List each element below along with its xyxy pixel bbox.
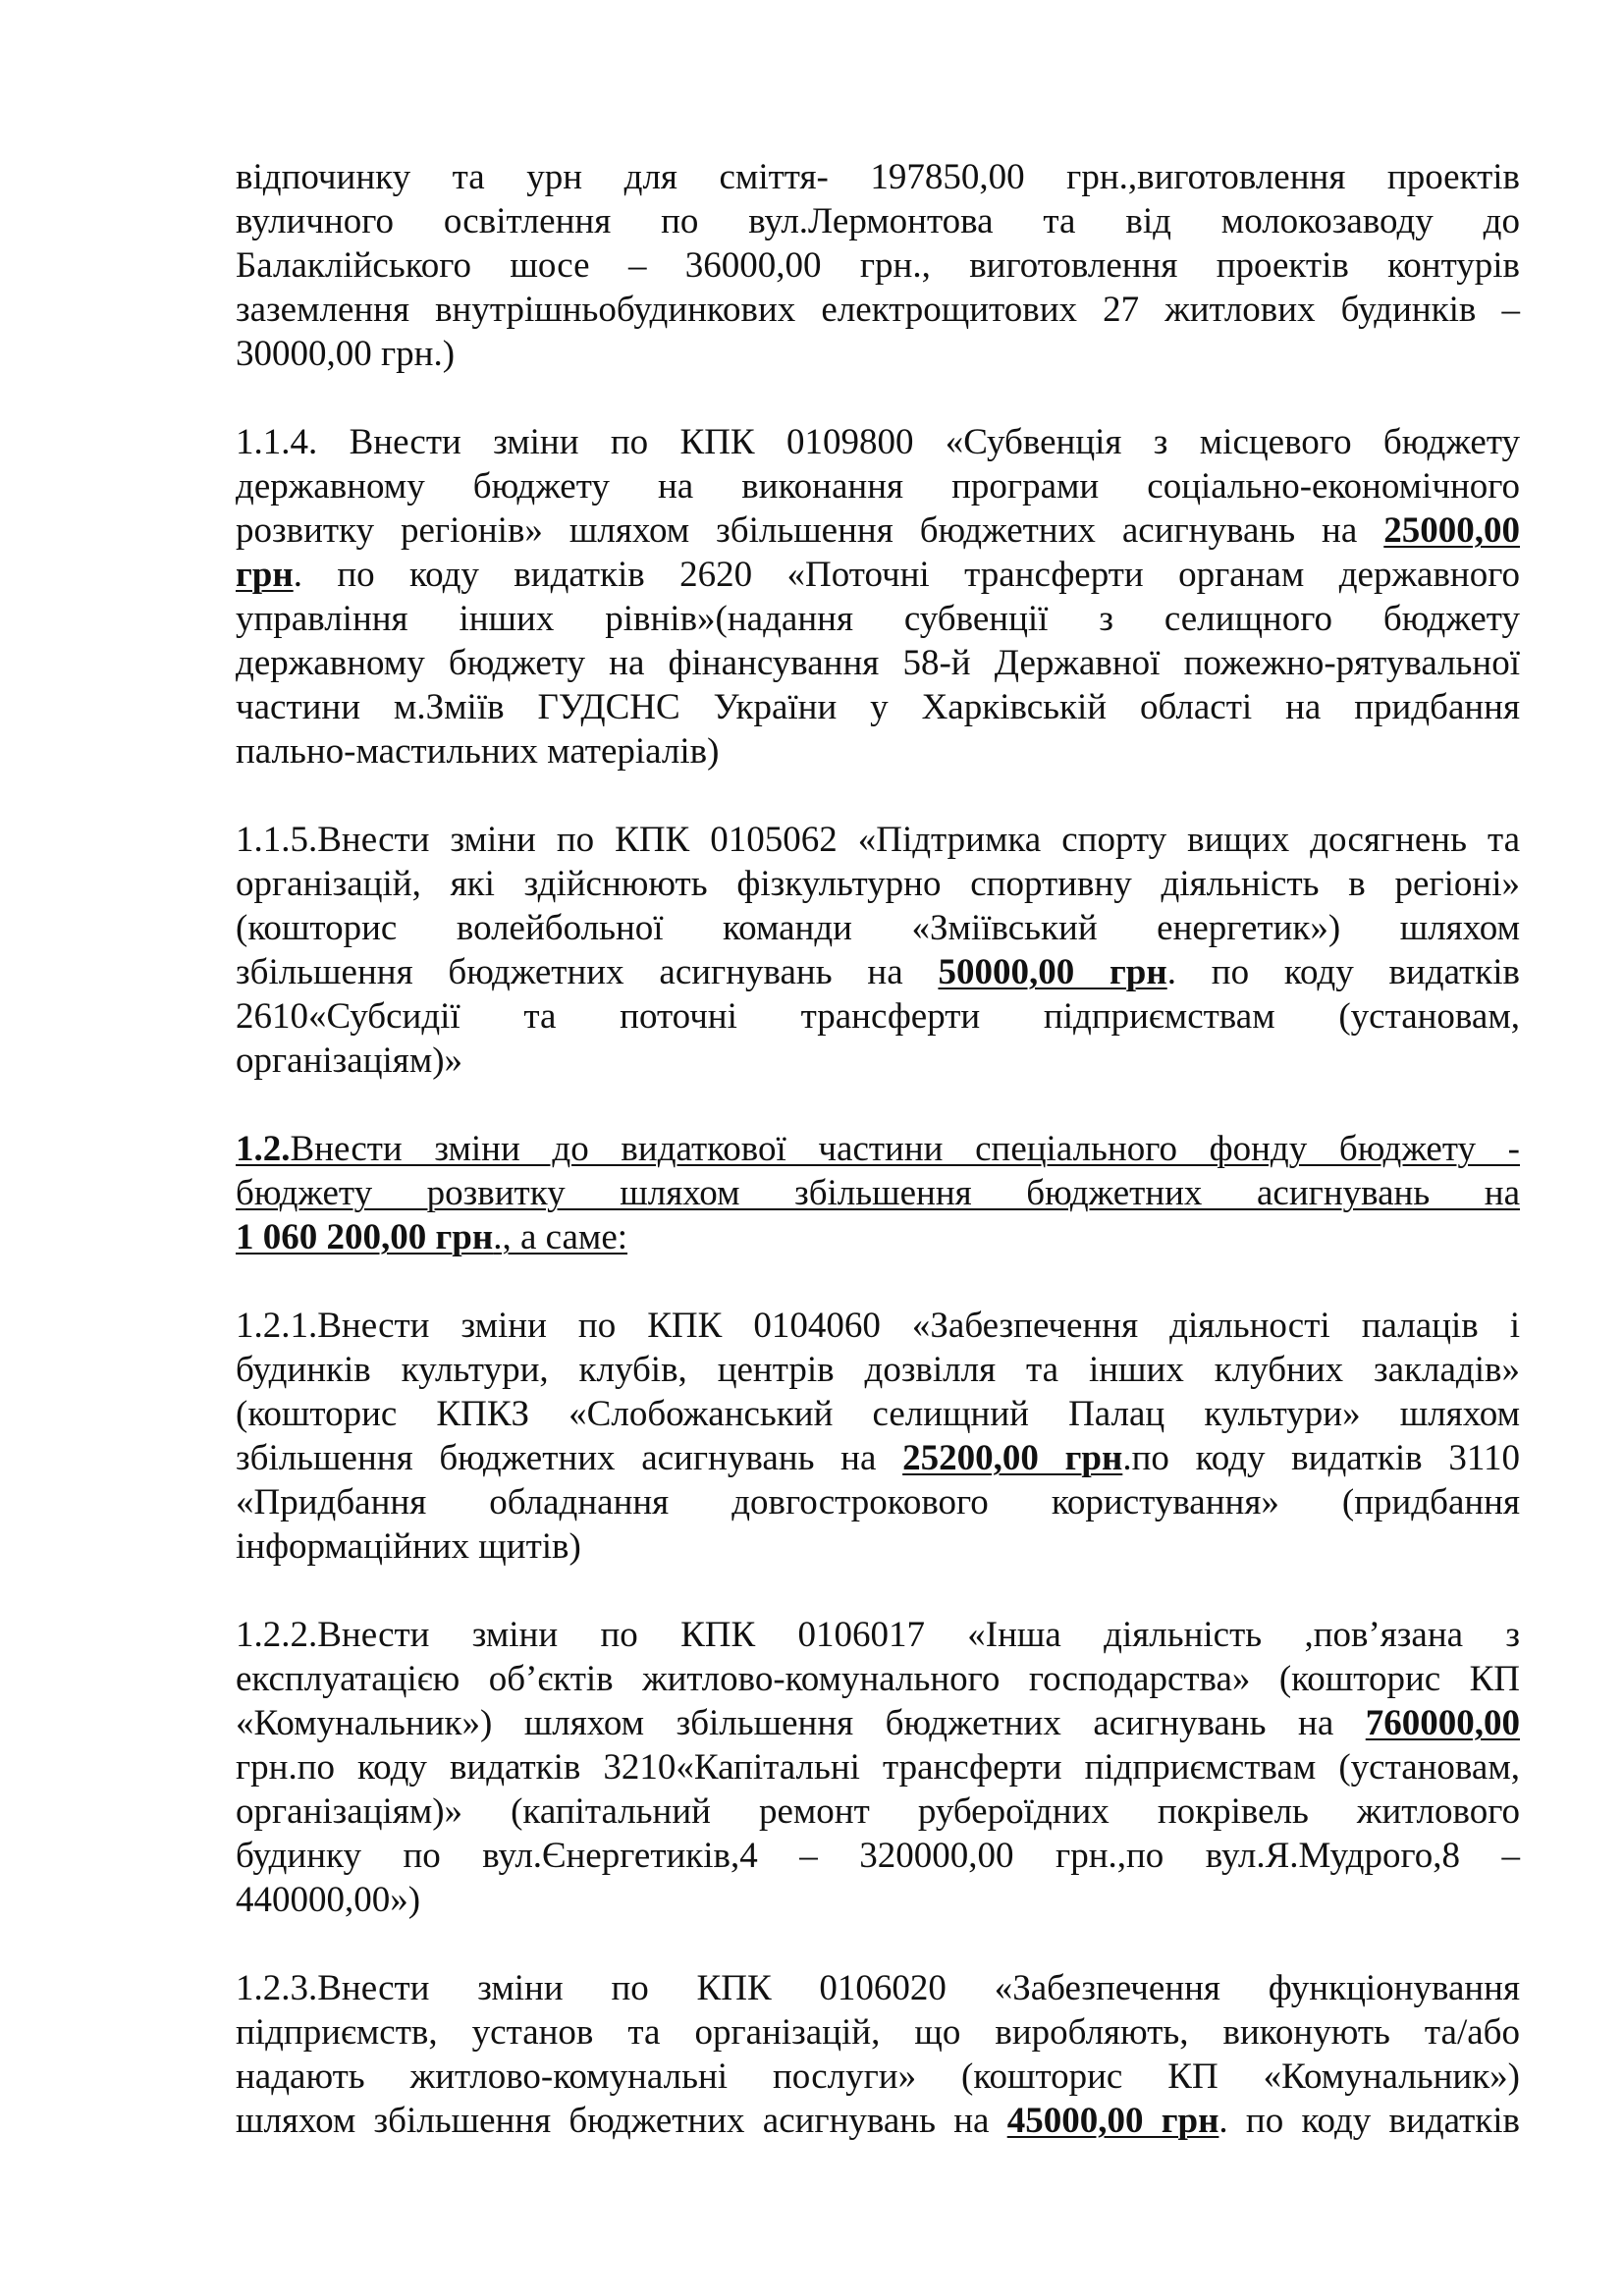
text-line (236, 508, 1520, 553)
text-run: експлуатацією об’єктів житлово-комунального господарства» (кошторис КП (236, 1659, 1520, 1699)
text-line (236, 1745, 1520, 1789)
emphasized-amount: грн (236, 555, 294, 595)
text-line (236, 553, 1520, 597)
text-line (236, 641, 1520, 685)
text-run: збільшення бюджетних асигнувань на (236, 952, 939, 992)
text-line (236, 1127, 1520, 1171)
paragraph-p1-1-5 (236, 818, 1520, 1083)
text-line (236, 288, 1520, 332)
text-line (236, 420, 1520, 464)
text-run: пально-мастильних матеріалів) (236, 731, 720, 772)
emphasized-amount: 760000,00 (1365, 1703, 1520, 1743)
text-line (236, 1304, 1520, 1348)
emphasized-amount: 50000,00 грн (938, 952, 1167, 992)
text-run: 1.1.4. Внести зміни по КПК 0109800 «Субвенція з місцевого бюджету (236, 422, 1520, 462)
text-run: . по коду видатків (1166, 952, 1520, 992)
text-run: 2610«Субсидії та поточні трансферти підприємствам (установам, (236, 996, 1520, 1037)
text-line (236, 1480, 1520, 1524)
text-line (236, 1701, 1520, 1745)
text-run: будинку по вул.Єнергетиків,4 – 320000,00 грн.,по вул.Я.Мудрого,8 – (236, 1836, 1520, 1876)
paragraph-p1-1-4 (236, 420, 1520, 774)
text-line (236, 597, 1520, 641)
text-run: частини м.Зміїв ГУДСНС України у Харківській області на придбання (236, 687, 1520, 727)
emphasized-amount: 1 060 200,00 грн (236, 1217, 494, 1257)
text-run: Внести зміни до видаткової частини спеціального фонду бюджету - (290, 1129, 1520, 1169)
text-line (236, 464, 1520, 508)
paragraph-p1-2 (236, 1127, 1520, 1259)
text-run: відпочинку та урн для сміття- 197850,00 грн.,виготовлення проектів (236, 157, 1520, 197)
emphasized-amount: 25200,00 грн (902, 1438, 1123, 1478)
text-run: 30000,00 грн.) (236, 334, 456, 374)
text-line (236, 685, 1520, 729)
text-line (236, 729, 1520, 774)
text-run: 1.2.3.Внести зміни по КПК 0106020 «Забезпечення функціонування (236, 1968, 1520, 2008)
text-line (236, 994, 1520, 1039)
text-run: «Придбання обладнання довгострокового користування» (придбання (236, 1482, 1520, 1522)
text-run: (кошторис волейбольної команди «Зміївський енергетик») шляхом (236, 908, 1520, 948)
text-run: вуличного освітлення по вул.Лермонтова та від молокозаводу до (236, 201, 1520, 241)
text-run: .по коду видатків 3110 (1122, 1438, 1520, 1478)
text-run: інформаційних щитів) (236, 1526, 581, 1567)
text-run: організаціям)» (капітальний ремонт руберοїдних покрівель житлового (236, 1791, 1520, 1832)
text-run: 1.2.2.Внести зміни по КПК 0106017 «Інша діяльність ,пов’язана з (236, 1615, 1520, 1655)
text-run: «Комунальник») шляхом збільшення бюджетних асигнувань на (236, 1703, 1366, 1743)
text-line (236, 1834, 1520, 1878)
text-run: підприємств, установ та організацій, що виробляють, виконують та/або (236, 2012, 1520, 2053)
text-run: заземлення внутрішньобудинкових електрощитових 27 житлових будинків – (236, 290, 1520, 330)
text-run: 440000,00») (236, 1880, 421, 1920)
text-run: збільшення бюджетних асигнувань на (236, 1438, 903, 1478)
text-run: . по коду видатків 2620 «Поточні трансферти органам державного (293, 555, 1520, 595)
text-line (236, 1436, 1520, 1480)
text-run: будинків культури, клубів, центрів дозвілля та інших клубних закладів» (236, 1350, 1520, 1390)
text-line (236, 950, 1520, 994)
text-run: бюджету розвитку шляхом збільшення бюджетних асигнувань на (236, 1173, 1520, 1213)
text-line (236, 1171, 1520, 1215)
text-run: організаціям)» (236, 1041, 463, 1081)
text-line (236, 1613, 1520, 1657)
text-run: державному бюджету на виконання програми соціально-економічного (236, 466, 1520, 507)
text-run: розвитку регіонів» шляхом збільшення бюджетних асигнувань на (236, 510, 1384, 551)
emphasized-amount: 1.2. (236, 1129, 291, 1169)
text-line (236, 332, 1520, 376)
text-line (236, 818, 1520, 862)
text-run: Балаклійського шосе – 36000,00 грн., виготовлення проектів контурів (236, 245, 1520, 286)
text-line (236, 1657, 1520, 1701)
text-line (236, 1966, 1520, 2010)
text-run: 1.2.1.Внести зміни по КПК 0104060 «Забезпечення діяльності палаців і (236, 1306, 1520, 1346)
emphasized-amount: 25000,00 (1383, 510, 1520, 551)
text-run: державному бюджету на фінансування 58-й Державної пожежно-рятувальної (236, 643, 1520, 683)
text-line (236, 2099, 1520, 2143)
paragraph-p1-2-3 (236, 1966, 1520, 2143)
text-run: грн.по коду видатків 3210«Капітальні трансферти підприємствам (установам, (236, 1747, 1520, 1788)
text-run: управління інших рівнів»(надання субвенції з селищного бюджету (236, 599, 1520, 639)
text-run: шляхом збільшення бюджетних асигнувань на (236, 2101, 1007, 2141)
emphasized-amount: 45000,00 грн (1006, 2101, 1219, 2141)
paragraph-p1-2-2 (236, 1613, 1520, 1922)
text-line (236, 1039, 1520, 1083)
text-run: ., а саме: (493, 1217, 628, 1257)
text-line (236, 1392, 1520, 1436)
text-run: 1.1.5.Внести зміни по КПК 0105062 «Підтримка спорту вищих досягнень та (236, 820, 1520, 860)
text-line (236, 1348, 1520, 1392)
text-run: . по коду видатків (1218, 2101, 1520, 2141)
text-run: надають житлово-комунальні послуги» (кошторис КП «Комунальник») (236, 2056, 1520, 2097)
text-line (236, 1215, 1520, 1259)
text-line (236, 199, 1520, 243)
paragraph-p1-2-1 (236, 1304, 1520, 1569)
text-line (236, 155, 1520, 199)
text-line (236, 1524, 1520, 1569)
text-run: організацій, які здійснюють фізкультурно спортивну діяльність в регіоні» (236, 864, 1520, 904)
text-line (236, 1878, 1520, 1922)
text-line (236, 862, 1520, 906)
text-line (236, 243, 1520, 288)
text-line (236, 1789, 1520, 1834)
paragraph-p0 (236, 155, 1520, 376)
text-run: (кошторис КПКЗ «Слобожанський селищний Палац культури» шляхом (236, 1394, 1520, 1434)
document-page (236, 155, 1520, 2187)
text-line (236, 2055, 1520, 2099)
text-line (236, 2010, 1520, 2055)
text-line (236, 906, 1520, 950)
